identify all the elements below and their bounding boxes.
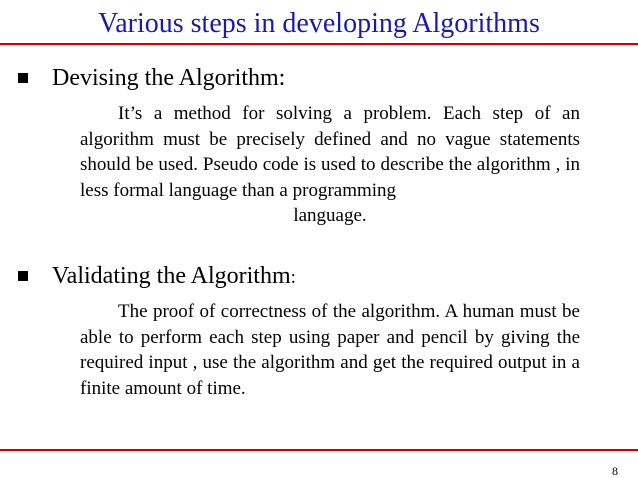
title-divider	[0, 43, 638, 45]
section-heading-text: Validating the Algorithm	[52, 263, 291, 289]
section-heading-validating	[52, 262, 296, 292]
paragraph-tail: language.	[293, 205, 367, 226]
slide-title: Various steps in developing Algorithms	[98, 8, 540, 39]
section-paragraph-devising	[80, 101, 580, 229]
square-bullet-icon	[18, 73, 28, 83]
section-heading-colon: :	[278, 65, 286, 91]
footer-divider	[0, 449, 638, 451]
paragraph-body: It’s a method for solving a problem. Each step of an algorithm must be precisely defined and no vague statements should be used. Pseudo code is used to describe the algorithm , in less formal language than a programming	[80, 103, 580, 201]
section-heading-text: Devising the Algorithm	[52, 65, 279, 91]
section-heading-colon: :	[290, 267, 296, 288]
square-bullet-icon	[18, 271, 28, 281]
section-heading-devising	[52, 64, 285, 92]
section-paragraph-validating	[80, 299, 580, 401]
paragraph-body: The proof of correctness of the algorithm. A human must be able to perform each step using paper and pencil by giving the required input , use the algorithm and get the required output in a finite amount of time.	[80, 301, 580, 399]
page-number: 8	[612, 464, 618, 478]
